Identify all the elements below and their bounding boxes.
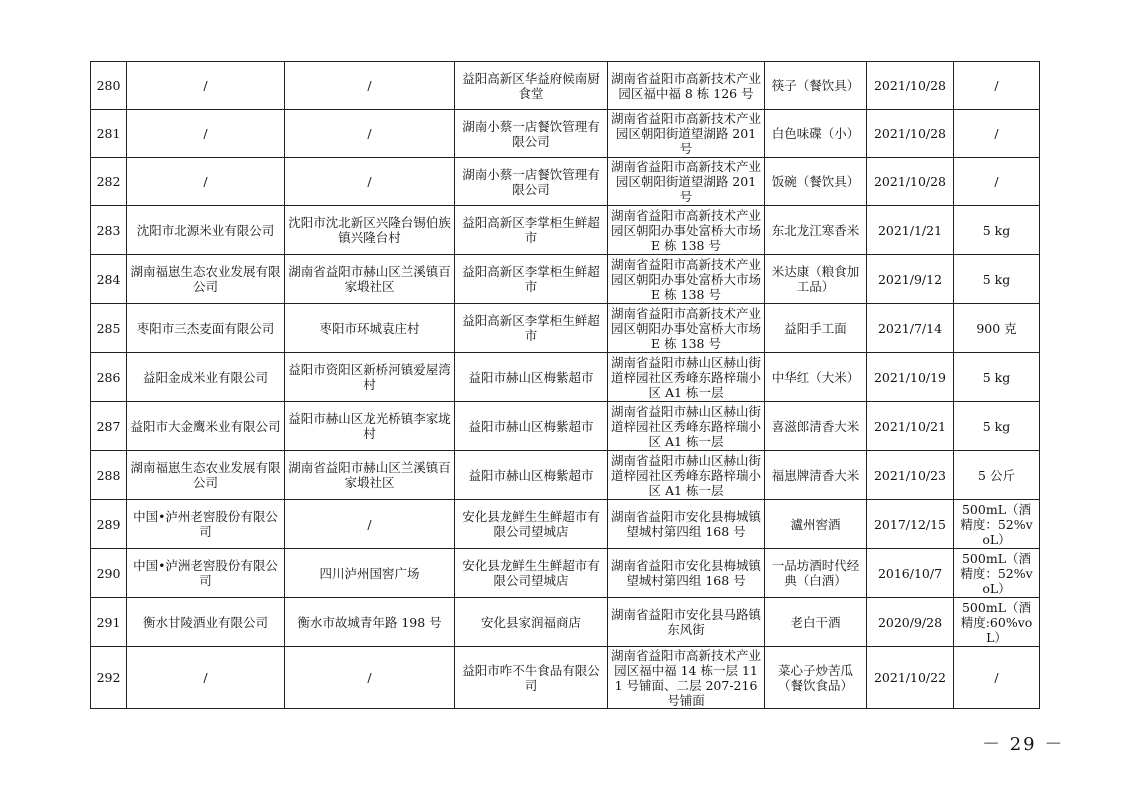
specification-cell: 500mL（酒精度:60%voL） <box>954 598 1040 647</box>
table-row <box>91 206 1040 255</box>
specification-cell: / <box>954 158 1040 206</box>
table-row <box>91 255 1040 304</box>
serial-no-cell: 292 <box>91 647 127 709</box>
manufacturer-cell: / <box>127 158 285 206</box>
production-date-cell: 2021/10/28 <box>867 62 954 110</box>
manufacturer-address-cell: / <box>285 110 455 158</box>
table-row <box>91 353 1040 402</box>
product-name-cell: 福崽牌清香大米 <box>765 451 867 500</box>
table-row <box>91 304 1040 353</box>
production-date-cell: 2021/10/19 <box>867 353 954 402</box>
product-name-cell: 菜心子炒苦瓜（餐饮食品） <box>765 647 867 709</box>
specification-cell: 900 克 <box>954 304 1040 353</box>
specification-cell: 5 公斤 <box>954 451 1040 500</box>
specification-cell: / <box>954 110 1040 158</box>
sampled-unit-address-cell: 湖南省益阳市高新技术产业园区朝阳办事处富桥大市场 E 栋 138 号 <box>608 304 765 353</box>
manufacturer-cell: / <box>127 62 285 110</box>
serial-no-cell: 283 <box>91 206 127 255</box>
table-row <box>91 110 1040 158</box>
sampled-unit-cell: 益阳高新区李掌柜生鲜超市 <box>455 255 608 304</box>
manufacturer-cell: 衡水甘陵酒业有限公司 <box>127 598 285 647</box>
serial-no-cell: 287 <box>91 402 127 451</box>
production-date-cell: 2021/9/12 <box>867 255 954 304</box>
product-name-cell: 一品坊酒时代经典（白酒） <box>765 549 867 598</box>
specification-cell: 5 kg <box>954 402 1040 451</box>
manufacturer-address-cell: 枣阳市环城袁庄村 <box>285 304 455 353</box>
sampled-unit-cell: 湖南小蔡一店餐饮管理有限公司 <box>455 158 608 206</box>
sampled-unit-address-cell: 湖南省益阳市赫山区赫山街道梓园社区秀峰东路梓瑞小区 A1 栋一层 <box>608 402 765 451</box>
manufacturer-cell: 益阳金成米业有限公司 <box>127 353 285 402</box>
table-row <box>91 598 1040 647</box>
product-name-cell: 老白干酒 <box>765 598 867 647</box>
product-name-cell: 喜滋郎清香大米 <box>765 402 867 451</box>
sampled-unit-address-cell: 湖南省益阳市安化县梅城镇望城村第四组 168 号 <box>608 500 765 549</box>
serial-no-cell: 281 <box>91 110 127 158</box>
production-date-cell: 2020/9/28 <box>867 598 954 647</box>
sampled-unit-address-cell: 湖南省益阳市赫山区赫山街道梓园社区秀峰东路梓瑞小区 A1 栋一层 <box>608 451 765 500</box>
table-row <box>91 500 1040 549</box>
serial-no-cell: 285 <box>91 304 127 353</box>
manufacturer-address-cell: / <box>285 62 455 110</box>
manufacturer-address-cell: 衡水市故城青年路 198 号 <box>285 598 455 647</box>
manufacturer-address-cell: 四川泸州国窖广场 <box>285 549 455 598</box>
sampled-unit-address-cell: 湖南省益阳市安化县马路镇东风街 <box>608 598 765 647</box>
manufacturer-address-cell: 湖南省益阳市赫山区兰溪镇百家塅社区 <box>285 255 455 304</box>
serial-no-cell: 289 <box>91 500 127 549</box>
sampled-unit-cell: 湖南小蔡一店餐饮管理有限公司 <box>455 110 608 158</box>
product-name-cell: 中华红（大米） <box>765 353 867 402</box>
manufacturer-address-cell: 益阳市赫山区龙光桥镇李家垅村 <box>285 402 455 451</box>
manufacturer-address-cell: 湖南省益阳市赫山区兰溪镇百家塅社区 <box>285 451 455 500</box>
table-row <box>91 158 1040 206</box>
sampled-unit-cell: 益阳市咋不牛食品有限公司 <box>455 647 608 709</box>
sampled-unit-cell: 益阳高新区李掌柜生鲜超市 <box>455 304 608 353</box>
manufacturer-address-cell: 沈阳市沈北新区兴隆台锡伯族镇兴隆台村 <box>285 206 455 255</box>
production-date-cell: 2021/10/28 <box>867 158 954 206</box>
page-number: － 29 － <box>982 734 1065 755</box>
product-name-cell: 瀘州窖酒 <box>765 500 867 549</box>
sampled-unit-cell: 安化县家润福商店 <box>455 598 608 647</box>
specification-cell: 5 kg <box>954 206 1040 255</box>
specification-cell: / <box>954 647 1040 709</box>
manufacturer-address-cell: 益阳市资阳区新桥河镇爱屋湾村 <box>285 353 455 402</box>
manufacturer-cell: / <box>127 647 285 709</box>
specification-cell: 500mL（酒精度：52%voL） <box>954 500 1040 549</box>
specification-cell: 500mL（酒精度：52%voL） <box>954 549 1040 598</box>
manufacturer-address-cell: / <box>285 158 455 206</box>
serial-no-cell: 288 <box>91 451 127 500</box>
manufacturer-address-cell: / <box>285 500 455 549</box>
sampled-unit-cell: 安化县龙鲜生生鲜超市有限公司望城店 <box>455 549 608 598</box>
product-name-cell: 益阳手工面 <box>765 304 867 353</box>
sampled-unit-address-cell: 湖南省益阳市赫山区赫山街道梓园社区秀峰东路梓瑞小区 A1 栋一层 <box>608 353 765 402</box>
manufacturer-cell: 益阳市大金鹰米业有限公司 <box>127 402 285 451</box>
production-date-cell: 2017/12/15 <box>867 500 954 549</box>
manufacturer-cell: 湖南福崽生态农业发展有限公司 <box>127 255 285 304</box>
production-date-cell: 2021/10/28 <box>867 110 954 158</box>
serial-no-cell: 280 <box>91 62 127 110</box>
product-name-cell: 筷子（餐饮具） <box>765 62 867 110</box>
sampled-unit-address-cell: 湖南省益阳市高新技术产业园区朝阳办事处富桥大市场 E 栋 138 号 <box>608 255 765 304</box>
sampled-unit-address-cell: 湖南省益阳市高新技术产业园区朝阳街道望湖路 201 号 <box>608 110 765 158</box>
product-name-cell: 白色味碟（小） <box>765 110 867 158</box>
serial-no-cell: 291 <box>91 598 127 647</box>
sampled-unit-address-cell: 湖南省益阳市高新技术产业园区福中福 14 栋一层 111 号铺面、二层 207-216 号铺面 <box>608 647 765 709</box>
table-row <box>91 647 1040 709</box>
serial-no-cell: 290 <box>91 549 127 598</box>
production-date-cell: 2021/10/23 <box>867 451 954 500</box>
production-date-cell: 2016/10/7 <box>867 549 954 598</box>
sampled-unit-cell: 安化县龙鲜生生鲜超市有限公司望城店 <box>455 500 608 549</box>
table-body <box>91 62 1040 709</box>
production-date-cell: 2021/7/14 <box>867 304 954 353</box>
sampled-unit-address-cell: 湖南省益阳市高新技术产业园区福中福 8 栋 126 号 <box>608 62 765 110</box>
manufacturer-cell: 枣阳市三杰麦面有限公司 <box>127 304 285 353</box>
specification-cell: / <box>954 62 1040 110</box>
production-date-cell: 2021/1/21 <box>867 206 954 255</box>
manufacturer-address-cell: / <box>285 647 455 709</box>
serial-no-cell: 286 <box>91 353 127 402</box>
sampled-unit-cell: 益阳高新区华益府候南厨食堂 <box>455 62 608 110</box>
production-date-cell: 2021/10/22 <box>867 647 954 709</box>
specification-cell: 5 kg <box>954 353 1040 402</box>
table-row <box>91 402 1040 451</box>
sampled-unit-cell: 益阳市赫山区梅紫超市 <box>455 402 608 451</box>
specification-cell: 5 kg <box>954 255 1040 304</box>
manufacturer-cell: 沈阳市北源米业有限公司 <box>127 206 285 255</box>
sampled-unit-address-cell: 湖南省益阳市安化县梅城镇望城村第四组 168 号 <box>608 549 765 598</box>
sampled-unit-address-cell: 湖南省益阳市高新技术产业园区朝阳办事处富桥大市场 E 栋 138 号 <box>608 206 765 255</box>
manufacturer-cell: 湖南福崽生态农业发展有限公司 <box>127 451 285 500</box>
manufacturer-cell: 中国•泸州老窖股份有限公司 <box>127 500 285 549</box>
table-row <box>91 451 1040 500</box>
serial-no-cell: 282 <box>91 158 127 206</box>
product-name-cell: 东北龙江寒香米 <box>765 206 867 255</box>
manufacturer-cell: / <box>127 110 285 158</box>
product-name-cell: 米达康（粮食加工品） <box>765 255 867 304</box>
inspection-table <box>90 61 1040 709</box>
sampled-unit-cell: 益阳高新区李掌柜生鲜超市 <box>455 206 608 255</box>
manufacturer-cell: 中国•泸洲老窖股份有限公司 <box>127 549 285 598</box>
serial-no-cell: 284 <box>91 255 127 304</box>
sampled-unit-cell: 益阳市赫山区梅紫超市 <box>455 451 608 500</box>
table-row <box>91 62 1040 110</box>
production-date-cell: 2021/10/21 <box>867 402 954 451</box>
product-name-cell: 饭碗（餐饮具） <box>765 158 867 206</box>
sampled-unit-address-cell: 湖南省益阳市高新技术产业园区朝阳街道望湖路 201 号 <box>608 158 765 206</box>
table-row <box>91 549 1040 598</box>
sampled-unit-cell: 益阳市赫山区梅紫超市 <box>455 353 608 402</box>
